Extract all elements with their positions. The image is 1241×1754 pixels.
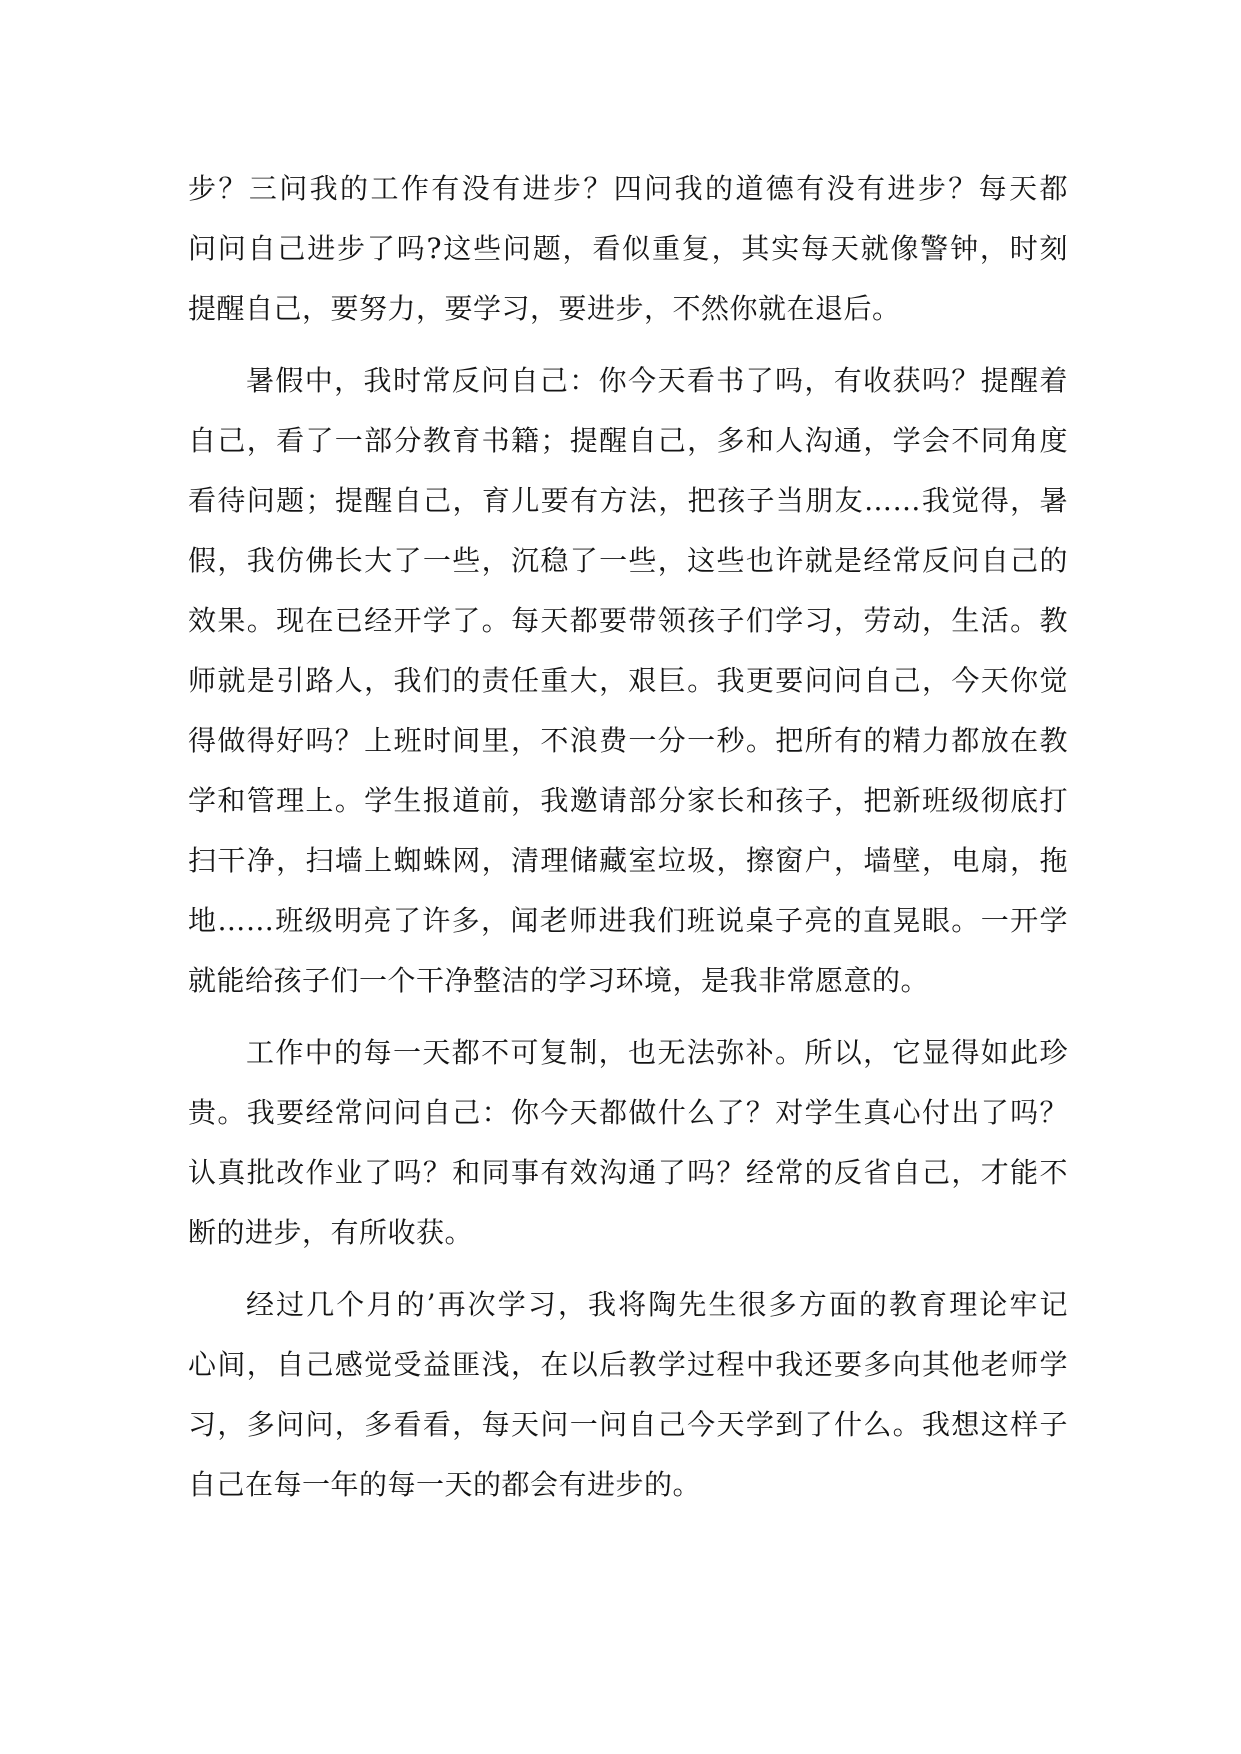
paragraph [188, 1023, 1068, 1263]
text-line: 习，多问问，多看看，每天问一问自己今天学到了什么。我想这样子 [188, 1408, 1068, 1441]
text-line: 地……班级明亮了许多，闻老师进我们班说桌子亮的直晃眼。一开学 [188, 904, 1068, 937]
paragraph [188, 1275, 1068, 1515]
text-line: 自己，看了一部分教育书籍；提醒自己，多和人沟通，学会不同角度 [188, 424, 1068, 457]
text-line: 得做得好吗？上班时间里，不浪费一分一秒。把所有的精力都放在教 [188, 724, 1068, 757]
text-line: 提醒自己，要努力，要学习，要进步，不然你就在退后。 [188, 292, 901, 325]
text-line: 问问自己进步了吗?这些问题，看似重复，其实每天就像警钟，时刻 [188, 232, 1068, 265]
text-line: 断的进步，有所收获。 [188, 1216, 474, 1249]
paragraph [188, 351, 1068, 1011]
document-body [188, 159, 1068, 1515]
text-line: 学和管理上。学生报道前，我邀请部分家长和孩子，把新班级彻底打 [188, 784, 1068, 817]
text-line: 经过几个月的’再次学习，我将陶先生很多方面的教育理论牢记 [246, 1288, 1068, 1321]
text-line: 认真批改作业了吗？和同事有效沟通了吗？经常的反省自己，才能不 [188, 1156, 1068, 1189]
text-line: 就能给孩子们一个干净整洁的学习环境，是我非常愿意的。 [188, 964, 930, 997]
text-line: 看待问题；提醒自己，育儿要有方法，把孩子当朋友……我觉得，暑 [188, 484, 1068, 517]
text-line: 自己在每一年的每一天的都会有进步的。 [188, 1468, 702, 1501]
text-line: 效果。现在已经开学了。每天都要带领孩子们学习，劳动，生活。教 [188, 604, 1068, 637]
text-line: 工作中的每一天都不可复制，也无法弥补。所以，它显得如此珍 [246, 1036, 1068, 1069]
text-line: 心间，自己感觉受益匪浅，在以后教学过程中我还要多向其他老师学 [188, 1348, 1068, 1381]
paragraph [188, 159, 1068, 339]
text-line: 假，我仿佛长大了一些，沉稳了一些，这些也许就是经常反问自己的 [188, 544, 1068, 577]
text-line: 师就是引路人，我们的责任重大，艰巨。我更要问问自己，今天你觉 [188, 664, 1068, 697]
text-line: 贵。我要经常问问自己：你今天都做什么了？对学生真心付出了吗？ [188, 1096, 1068, 1129]
text-line: 扫干净，扫墙上蜘蛛网，清理储藏室垃圾，擦窗户，墙壁，电扇，拖 [188, 844, 1068, 877]
text-line: 步？三问我的工作有没有进步？四问我的道德有没有进步？每天都 [188, 172, 1068, 205]
text-line: 暑假中，我时常反问自己：你今天看书了吗，有收获吗？提醒着 [246, 364, 1068, 397]
